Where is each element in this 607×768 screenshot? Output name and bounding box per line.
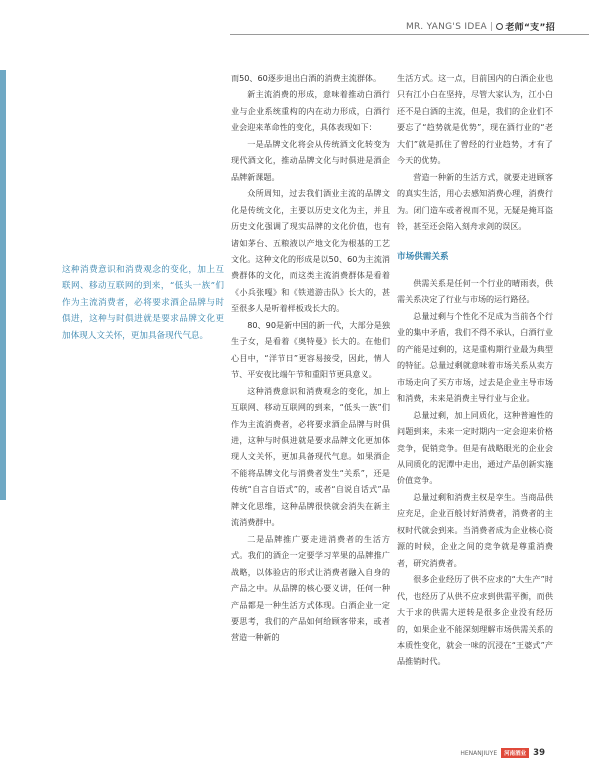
left-accent-bar bbox=[0, 70, 6, 500]
page-footer bbox=[460, 748, 545, 758]
paragraph: 总量过剩和消费主权是孪生。当商品供应充足，企业百般讨好消费者，消费者的主权时代就会到来。当消费者成为企业核心资源的时候，企业之间的竞争就是尊重消费者，研究消费者。 bbox=[397, 491, 553, 568]
section-title: 市场供需关系 bbox=[397, 251, 449, 262]
gear-icon bbox=[496, 23, 503, 30]
footer-magazine: HENANJIUYE bbox=[460, 749, 498, 757]
paragraph: 供需关系是任何一个行业的晴雨表，供需关系决定了行业与市场的运行路径。 bbox=[397, 277, 553, 305]
paragraph: 而50、60逐步退出白酒的消费主流群体。 bbox=[231, 73, 382, 83]
footer-badge: 河南酒业 bbox=[501, 748, 529, 758]
paragraph: 新主流消费的形成，意味着推动白酒行业与企业系统重构的内在动力形成，白酒行业会迎来革命性的变化，具体表现如下： bbox=[231, 89, 390, 133]
paragraph: 80、90是新中国的新一代，大部分是独生子女，是看着《奥特曼》长大的。在他们心目中，“洋节日”更容易接受，因此，情人节、平安夜比端午节和重阳节更具意义。 bbox=[231, 319, 390, 380]
paragraph: 总量过剩，加上同质化，这种普遍性的问题到来，未来一定时期内一定会迎来价格竞争，促销竞争。但是有战略眼光的企业会从同质化的泥潭中走出，通过产品创新实施价值竞争。 bbox=[397, 409, 553, 486]
article-column-2 bbox=[397, 70, 553, 670]
header-brand: MR. YANG'S IDEA bbox=[405, 21, 488, 32]
header-rule bbox=[230, 34, 589, 35]
page-header bbox=[406, 20, 555, 33]
paragraph: 这种消费意识和消费观念的变化，加上互联网、移动互联网的到来，“低头一族”们作为主流消费者，必将要求酒企品牌与时俱进，这种与时俱进就是要求品牌文化更加体现人文关怀，更加具备现代气息。如果酒企不能将品牌文化与消费者发生“关系”，还是传统“自言自语式”的，或者“自说自话式”品牌文化思维，这种品牌很快就会消失在新主流消费群中。 bbox=[231, 385, 390, 528]
paragraph: 生活方式。这一点，目前国内的白酒企业也只有江小白在坚持，尽管大家认为，江小白还不是白酒的主流，但是，我们的企业们不要忘了“趋势就是优势”，现在酒行业的“老大们”就是抓住了曾经的行业趋势，才有了今天的优势。 bbox=[397, 73, 553, 166]
header-separator: | bbox=[490, 21, 494, 32]
article-column-1 bbox=[231, 70, 390, 646]
header-teacher-tag bbox=[496, 20, 555, 33]
paragraph: 营造一种新的生活方式，就要走进顾客的真实生活，用心去感知消费心理，消费行为。闭门造车或者视而不见，无疑是掩耳盗铃，甚至还会陷入刻舟求剑的误区。 bbox=[397, 171, 553, 232]
paragraph: 总量过剩与个性化不足成为当前各个行业的集中矛盾，我们不得不承认，白酒行业的产能是过剩的，这是重构期行业最为典型的特征。总量过剩就意味着市场关系从卖方市场走向了买方市场，过去是企业主导市场和消费，未来是消费主导行业与企业。 bbox=[397, 310, 553, 404]
paragraph: 一是品牌文化将会从传统酒文化转变为现代酒文化，推动品牌文化与时俱进是酒企品牌新课题。 bbox=[231, 138, 390, 182]
page-number: 39 bbox=[533, 748, 545, 758]
paragraph: 二是品牌推广要走进消费者的生活方式。我们的酒企一定要学习苹果的品牌推广战略，以体验店的形式让消费者融入自身的产品之中。从品牌的核心要义讲，任何一种产品都是一种生活方式体现。白酒企业一定要思考，我们的产品如何给顾客带来，或者营造一种新的 bbox=[231, 533, 390, 643]
paragraph: 众所周知，过去我们酒业主流的品牌文化是传统文化，主要以历史文化为主，并且历史文化强调了现实品牌的文化价值，也有诸如茅台、五粮液以产地文化为根基的工艺文化。这种文化的形成是以50、60为主流消费群体的文化，而这类主流消费群体是看着《小兵张嘎》和《铁道游击队》长大的，甚至很多人是听着样板戏长大的。 bbox=[231, 188, 390, 314]
paragraph: 很多企业经历了供不应求的“大生产”时代，也经历了从供不应求到供需平衡，而供大于求的供需大逆转是很多企业没有经历的，如果企业不能深刻理解市场供需关系的本质性变化，就会一味的沉浸在“王婆式”产品推销时代。 bbox=[397, 574, 553, 667]
pull-quote: 这种消费意识和消费观念的变化，加上互联网、移动互联网的到来，“低头一族”们作为主流消费者，必将要求酒企品牌与时俱进，这种与时俱进就是要求品牌文化更加体现人文关怀，更加具备现代气息。 bbox=[62, 265, 224, 341]
header-teacher-label: 老师“支”招 bbox=[505, 23, 555, 33]
